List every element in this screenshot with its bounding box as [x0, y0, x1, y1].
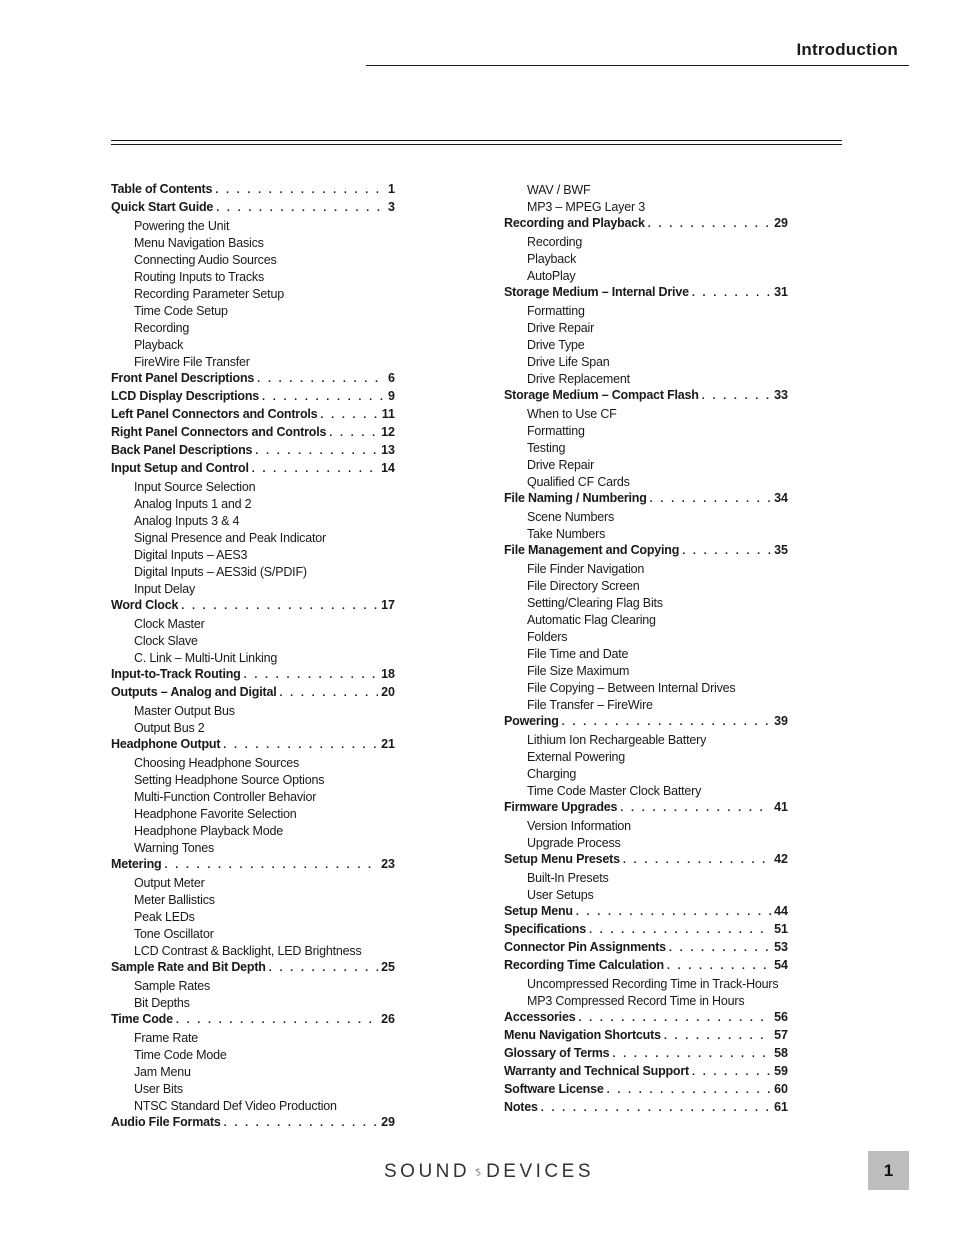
toc-subentry-list: [504, 234, 788, 285]
dot-leader: [165, 859, 379, 871]
toc-subentry[interactable]: Output Meter: [134, 876, 205, 890]
toc-subentry[interactable]: Output Bus 2: [134, 721, 205, 735]
dot-leader: [667, 960, 771, 972]
toc-subentry[interactable]: Formatting: [527, 424, 585, 438]
toc-subentry[interactable]: File Finder Navigation: [527, 562, 645, 576]
toc-subentry-list: [504, 818, 788, 852]
toc-entry[interactable]: [504, 388, 788, 406]
toc-subentry-list: [111, 875, 395, 960]
toc-entry-title: Recording Time Calculation: [504, 958, 664, 972]
toc-subentry[interactable]: Playback: [134, 338, 184, 352]
toc-subentry-list: [504, 182, 788, 216]
toc-entry-title: Glossary of Terms: [504, 1046, 610, 1060]
toc-entry[interactable]: [504, 800, 788, 818]
dot-leader: [589, 924, 771, 936]
toc-entry[interactable]: [111, 461, 395, 479]
toc-subentry[interactable]: Drive Repair: [527, 321, 595, 335]
dot-leader: [650, 493, 771, 505]
dot-leader: [692, 287, 771, 299]
toc-page-number: 57: [774, 1028, 788, 1042]
toc-subentry[interactable]: Frame Rate: [134, 1031, 198, 1045]
toc-subentry[interactable]: Formatting: [527, 304, 585, 318]
toc-entry-title: File Naming / Numbering: [504, 491, 647, 505]
page-number-badge: 1: [868, 1151, 909, 1190]
toc-subentry[interactable]: Recording: [134, 321, 190, 335]
toc-subentry[interactable]: Signal Presence and Peak Indicator: [134, 531, 326, 545]
dot-leader: [682, 545, 771, 557]
toc-entry-title: Setup Menu Presets: [504, 852, 620, 866]
toc-subentry[interactable]: Drive Type: [527, 338, 585, 352]
toc-entry-title: Input-to-Track Routing: [111, 667, 241, 681]
toc-entry[interactable]: [111, 443, 395, 461]
toc-entry[interactable]: [111, 737, 395, 755]
toc-subentry[interactable]: Setting Headphone Source Options: [134, 773, 325, 787]
toc-subentry-list: [504, 976, 788, 1010]
toc-subentry[interactable]: External Powering: [527, 750, 626, 764]
toc-subentry-list: [504, 509, 788, 543]
toc-page-number: 33: [774, 388, 788, 402]
toc-subentry[interactable]: WAV / BWF: [527, 183, 591, 197]
toc-subentry[interactable]: Menu Navigation Basics: [134, 236, 264, 250]
dot-leader: [252, 463, 378, 475]
toc-subentry-list: [504, 732, 788, 800]
toc-entry[interactable]: [111, 389, 395, 407]
toc-entry[interactable]: [111, 200, 395, 218]
dot-leader: [562, 716, 771, 728]
toc-subentry[interactable]: Bit Depths: [134, 996, 190, 1010]
toc-subentry[interactable]: Clock Slave: [134, 634, 198, 648]
toc-subentry[interactable]: NTSC Standard Def Video Production: [134, 1099, 337, 1113]
toc-subentry[interactable]: FireWire File Transfer: [134, 355, 250, 369]
dot-leader: [269, 962, 378, 974]
brand-sound: SOUND: [384, 1161, 471, 1182]
toc-entry-title: Time Code: [111, 1012, 173, 1026]
toc-entry-title: Software License: [504, 1082, 604, 1096]
toc-subentry-list: [111, 616, 395, 667]
toc-top-double-rule: [111, 140, 842, 145]
dot-leader: [216, 202, 385, 214]
toc-subentry-list: [504, 406, 788, 491]
toc-page-number: 20: [381, 685, 395, 699]
dot-leader: [578, 1012, 771, 1024]
section-title: Introduction: [796, 40, 898, 59]
toc-subentry[interactable]: Drive Repair: [527, 458, 595, 472]
toc-entry[interactable]: [504, 1064, 788, 1082]
toc-subentry[interactable]: Headphone Playback Mode: [134, 824, 283, 838]
toc-entry-title: Specifications: [504, 922, 586, 936]
toc-entry-title: Menu Navigation Shortcuts: [504, 1028, 661, 1042]
toc-entry-title: Headphone Output: [111, 737, 221, 751]
dot-leader: [620, 802, 771, 814]
toc-page-number: 3: [388, 200, 395, 214]
toc-entry[interactable]: [111, 1115, 395, 1133]
toc-subentry[interactable]: Peak LEDs: [134, 910, 195, 924]
toc-subentry[interactable]: File Time and Date: [527, 647, 629, 661]
toc-entry-title: Audio File Formats: [111, 1115, 221, 1129]
toc-entry-title: Sample Rate and Bit Depth: [111, 960, 266, 974]
toc-page-number: 13: [381, 443, 395, 457]
toc-subentry[interactable]: LCD Contrast & Backlight, LED Brightness: [134, 944, 362, 958]
toc-page-number: 14: [381, 461, 395, 475]
dot-leader: [176, 1014, 378, 1026]
toc-entry[interactable]: [111, 960, 395, 978]
header-rule: [366, 65, 909, 66]
toc-page-number: 60: [774, 1082, 788, 1096]
toc-subentry[interactable]: Master Output Bus: [134, 704, 235, 718]
dot-leader: [244, 669, 378, 681]
toc-subentry-list: [504, 561, 788, 714]
toc-subentry[interactable]: Built-In Presets: [527, 871, 609, 885]
toc-page-number: 26: [381, 1012, 395, 1026]
toc-subentry[interactable]: Powering the Unit: [134, 219, 230, 233]
dot-leader: [623, 854, 771, 866]
toc-page-number: 53: [774, 940, 788, 954]
toc-subentry-list: [111, 755, 395, 857]
toc-entry-title: Table of Contents: [111, 182, 213, 196]
toc-page-number: 25: [381, 960, 395, 974]
toc-page-number: 31: [774, 285, 788, 299]
toc-entry[interactable]: [111, 857, 395, 875]
toc-entry[interactable]: [504, 1028, 788, 1046]
toc-subentry[interactable]: Upgrade Process: [527, 836, 621, 850]
toc-subentry[interactable]: Drive Replacement: [527, 372, 630, 386]
toc-subentry[interactable]: MP3 Compressed Record Time in Hours: [527, 994, 745, 1008]
toc-page-number: 9: [388, 389, 395, 403]
toc-entry-title: Metering: [111, 857, 162, 871]
toc-subentry[interactable]: Time Code Mode: [134, 1048, 227, 1062]
toc-page-number: 59: [774, 1064, 788, 1078]
toc-page-number: 44: [774, 904, 788, 918]
toc-entry[interactable]: [111, 182, 395, 200]
toc-subentry-list: [111, 218, 395, 371]
toc-entry[interactable]: [504, 922, 788, 940]
toc-subentry[interactable]: Routing Inputs to Tracks: [134, 270, 264, 284]
toc-entry[interactable]: [504, 285, 788, 303]
toc-page-number: 18: [381, 667, 395, 681]
toc-page-number: 17: [381, 598, 395, 612]
dot-leader: [669, 942, 771, 954]
toc-entry[interactable]: [504, 1100, 788, 1118]
toc-entry[interactable]: [111, 685, 395, 703]
toc-subentry[interactable]: File Transfer – FireWire: [527, 698, 653, 712]
toc-entry-title: Recording and Playback: [504, 216, 645, 230]
toc-subentry[interactable]: Folders: [527, 630, 568, 644]
toc-page-number: 61: [774, 1100, 788, 1114]
toc-subentry[interactable]: Playback: [527, 252, 577, 266]
toc-subentry[interactable]: File Directory Screen: [527, 579, 640, 593]
dot-leader: [223, 739, 378, 751]
dot-leader: [215, 184, 385, 196]
toc-subentry[interactable]: Charging: [527, 767, 577, 781]
toc-page-number: 58: [774, 1046, 788, 1060]
toc-page-number: 29: [381, 1115, 395, 1129]
toc-page-number: 39: [774, 714, 788, 728]
toc-page-number: 54: [774, 958, 788, 972]
toc-subentry[interactable]: Digital Inputs – AES3id (S/PDIF): [134, 565, 307, 579]
toc-subentry-list: [504, 303, 788, 388]
dot-leader: [648, 218, 771, 230]
toc-subentry[interactable]: Take Numbers: [527, 527, 606, 541]
toc-entry[interactable]: [111, 667, 395, 685]
toc-subentry[interactable]: Analog Inputs 3 & 4: [134, 514, 240, 528]
toc-page-number: 34: [774, 491, 788, 505]
toc-entry[interactable]: [504, 1046, 788, 1064]
toc-entry-title: Quick Start Guide: [111, 200, 214, 214]
toc-entry-title: Input Setup and Control: [111, 461, 249, 475]
toc-subentry[interactable]: C. Link – Multi-Unit Linking: [134, 651, 278, 665]
toc-entry[interactable]: [504, 904, 788, 922]
dot-leader: [664, 1030, 771, 1042]
dot-leader: [262, 391, 385, 403]
toc-subentry[interactable]: Digital Inputs – AES3: [134, 548, 248, 562]
toc-entry[interactable]: [111, 425, 395, 443]
toc-entry[interactable]: [504, 491, 788, 509]
toc-subentry[interactable]: Scene Numbers: [527, 510, 615, 524]
toc-subentry[interactable]: Analog Inputs 1 and 2: [134, 497, 252, 511]
toc-entry[interactable]: [111, 407, 395, 425]
toc-entry[interactable]: [504, 216, 788, 234]
toc-subentry[interactable]: Automatic Flag Clearing: [527, 613, 656, 627]
toc-column-left: [111, 182, 395, 1133]
toc-entry[interactable]: [504, 1010, 788, 1028]
toc-entry[interactable]: [111, 371, 395, 389]
toc-subentry[interactable]: Setting/Clearing Flag Bits: [527, 596, 663, 610]
toc-entry-title: Accessories: [504, 1010, 576, 1024]
toc-subentry[interactable]: File Size Maximum: [527, 664, 630, 678]
toc-subentry[interactable]: Choosing Headphone Sources: [134, 756, 300, 770]
dot-leader: [612, 1048, 771, 1060]
toc-subentry[interactable]: Recording: [527, 235, 583, 249]
toc-entry-title: Warranty and Technical Support: [504, 1064, 689, 1078]
toc-page-number: 6: [388, 371, 395, 385]
toc-subentry[interactable]: Qualified CF Cards: [527, 475, 630, 489]
toc-entry-title: Front Panel Descriptions: [111, 371, 255, 385]
brand-devices: DEVICES: [486, 1161, 594, 1182]
dot-leader: [607, 1084, 771, 1096]
toc-page-number: 29: [774, 216, 788, 230]
toc-subentry[interactable]: Version Information: [527, 819, 631, 833]
toc-entry-title: Connector Pin Assignments: [504, 940, 666, 954]
toc-page-number: 21: [381, 737, 395, 751]
toc-subentry[interactable]: File Copying – Between Internal Drives: [527, 681, 736, 695]
toc-entry-title: Firmware Upgrades: [504, 800, 618, 814]
dot-leader: [576, 906, 771, 918]
sound-devices-swirl-icon: [474, 1157, 482, 1187]
toc-subentry[interactable]: MP3 – MPEG Layer 3: [527, 200, 645, 214]
toc-page-number: 51: [774, 922, 788, 936]
toc-page-number: 56: [774, 1010, 788, 1024]
toc-subentry-list: [111, 1030, 395, 1115]
toc-subentry[interactable]: Input Source Selection: [134, 480, 256, 494]
toc-entry[interactable]: [504, 852, 788, 870]
toc-subentry[interactable]: Input Delay: [134, 582, 196, 596]
toc-subentry[interactable]: Time Code Master Clock Battery: [527, 784, 702, 798]
toc-entry-title: Storage Medium – Internal Drive: [504, 285, 689, 299]
toc-subentry-list: [111, 978, 395, 1012]
toc-subentry[interactable]: Tone Oscillator: [134, 927, 214, 941]
dot-leader: [181, 600, 378, 612]
toc-entry-title: Back Panel Descriptions: [111, 443, 253, 457]
toc-subentry[interactable]: Headphone Favorite Selection: [134, 807, 297, 821]
toc-subentry-list: [111, 703, 395, 737]
toc-subentry[interactable]: Recording Parameter Setup: [134, 287, 284, 301]
toc-entry-title: LCD Display Descriptions: [111, 389, 260, 403]
toc-subentry[interactable]: Connecting Audio Sources: [134, 253, 277, 267]
toc-subentry[interactable]: Warning Tones: [134, 841, 215, 855]
toc-subentry[interactable]: Sample Rates: [134, 979, 211, 993]
toc-subentry-list: [504, 870, 788, 904]
toc-subentry[interactable]: Meter Ballistics: [134, 893, 215, 907]
toc-subentry[interactable]: Lithium Ion Rechargeable Battery: [527, 733, 707, 747]
toc-column-right: [504, 182, 788, 1118]
toc-entry[interactable]: [504, 714, 788, 732]
dot-leader: [702, 390, 771, 402]
toc-entry-title: File Management and Copying: [504, 543, 680, 557]
toc-subentry[interactable]: User Bits: [134, 1082, 183, 1096]
dot-leader: [224, 1117, 378, 1129]
toc-subentry[interactable]: Clock Master: [134, 617, 205, 631]
dot-leader: [329, 427, 378, 439]
toc-subentry[interactable]: Jam Menu: [134, 1065, 191, 1079]
toc-entry-title: Storage Medium – Compact Flash: [504, 388, 699, 402]
dot-leader: [320, 409, 378, 421]
toc-page-number: 35: [774, 543, 788, 557]
toc-entry-title: Notes: [504, 1100, 538, 1114]
toc-entry-title: Outputs – Analog and Digital: [111, 685, 277, 699]
toc-entry[interactable]: [504, 958, 788, 976]
dot-leader: [255, 445, 378, 457]
toc-subentry[interactable]: User Setups: [527, 888, 594, 902]
toc-entry-title: Left Panel Connectors and Controls: [111, 407, 318, 421]
toc-entry[interactable]: [504, 543, 788, 561]
toc-entry[interactable]: [504, 940, 788, 958]
toc-subentry[interactable]: AutoPlay: [527, 269, 576, 283]
toc-entry[interactable]: [111, 598, 395, 616]
toc-entry-title: Word Clock: [111, 598, 179, 612]
toc-subentry[interactable]: Drive Life Span: [527, 355, 610, 369]
dot-leader: [541, 1102, 771, 1114]
toc-entry-title: Setup Menu: [504, 904, 573, 918]
toc-entry-title: Right Panel Connectors and Controls: [111, 425, 327, 439]
toc-subentry[interactable]: Time Code Setup: [134, 304, 228, 318]
toc-subentry-list: [111, 479, 395, 598]
dot-leader: [257, 373, 385, 385]
toc-page-number: 41: [774, 800, 788, 814]
toc-page-number: 11: [381, 407, 395, 421]
dot-leader: [279, 687, 378, 699]
toc-subentry[interactable]: Uncompressed Recording Time in Track-Hours: [527, 977, 779, 991]
toc-subentry[interactable]: When to Use CF: [527, 407, 617, 421]
dot-leader: [692, 1066, 771, 1078]
toc-page-number: 12: [381, 425, 395, 439]
toc-subentry[interactable]: Multi-Function Controller Behavior: [134, 790, 317, 804]
toc-page-number: 23: [381, 857, 395, 871]
toc-page-number: 1: [388, 182, 395, 196]
toc-subentry[interactable]: Testing: [527, 441, 566, 455]
toc-page-number: 42: [774, 852, 788, 866]
toc-entry-title: Powering: [504, 714, 559, 728]
footer-logo: [384, 1158, 594, 1186]
toc-entry[interactable]: [111, 1012, 395, 1030]
toc-entry[interactable]: [504, 1082, 788, 1100]
